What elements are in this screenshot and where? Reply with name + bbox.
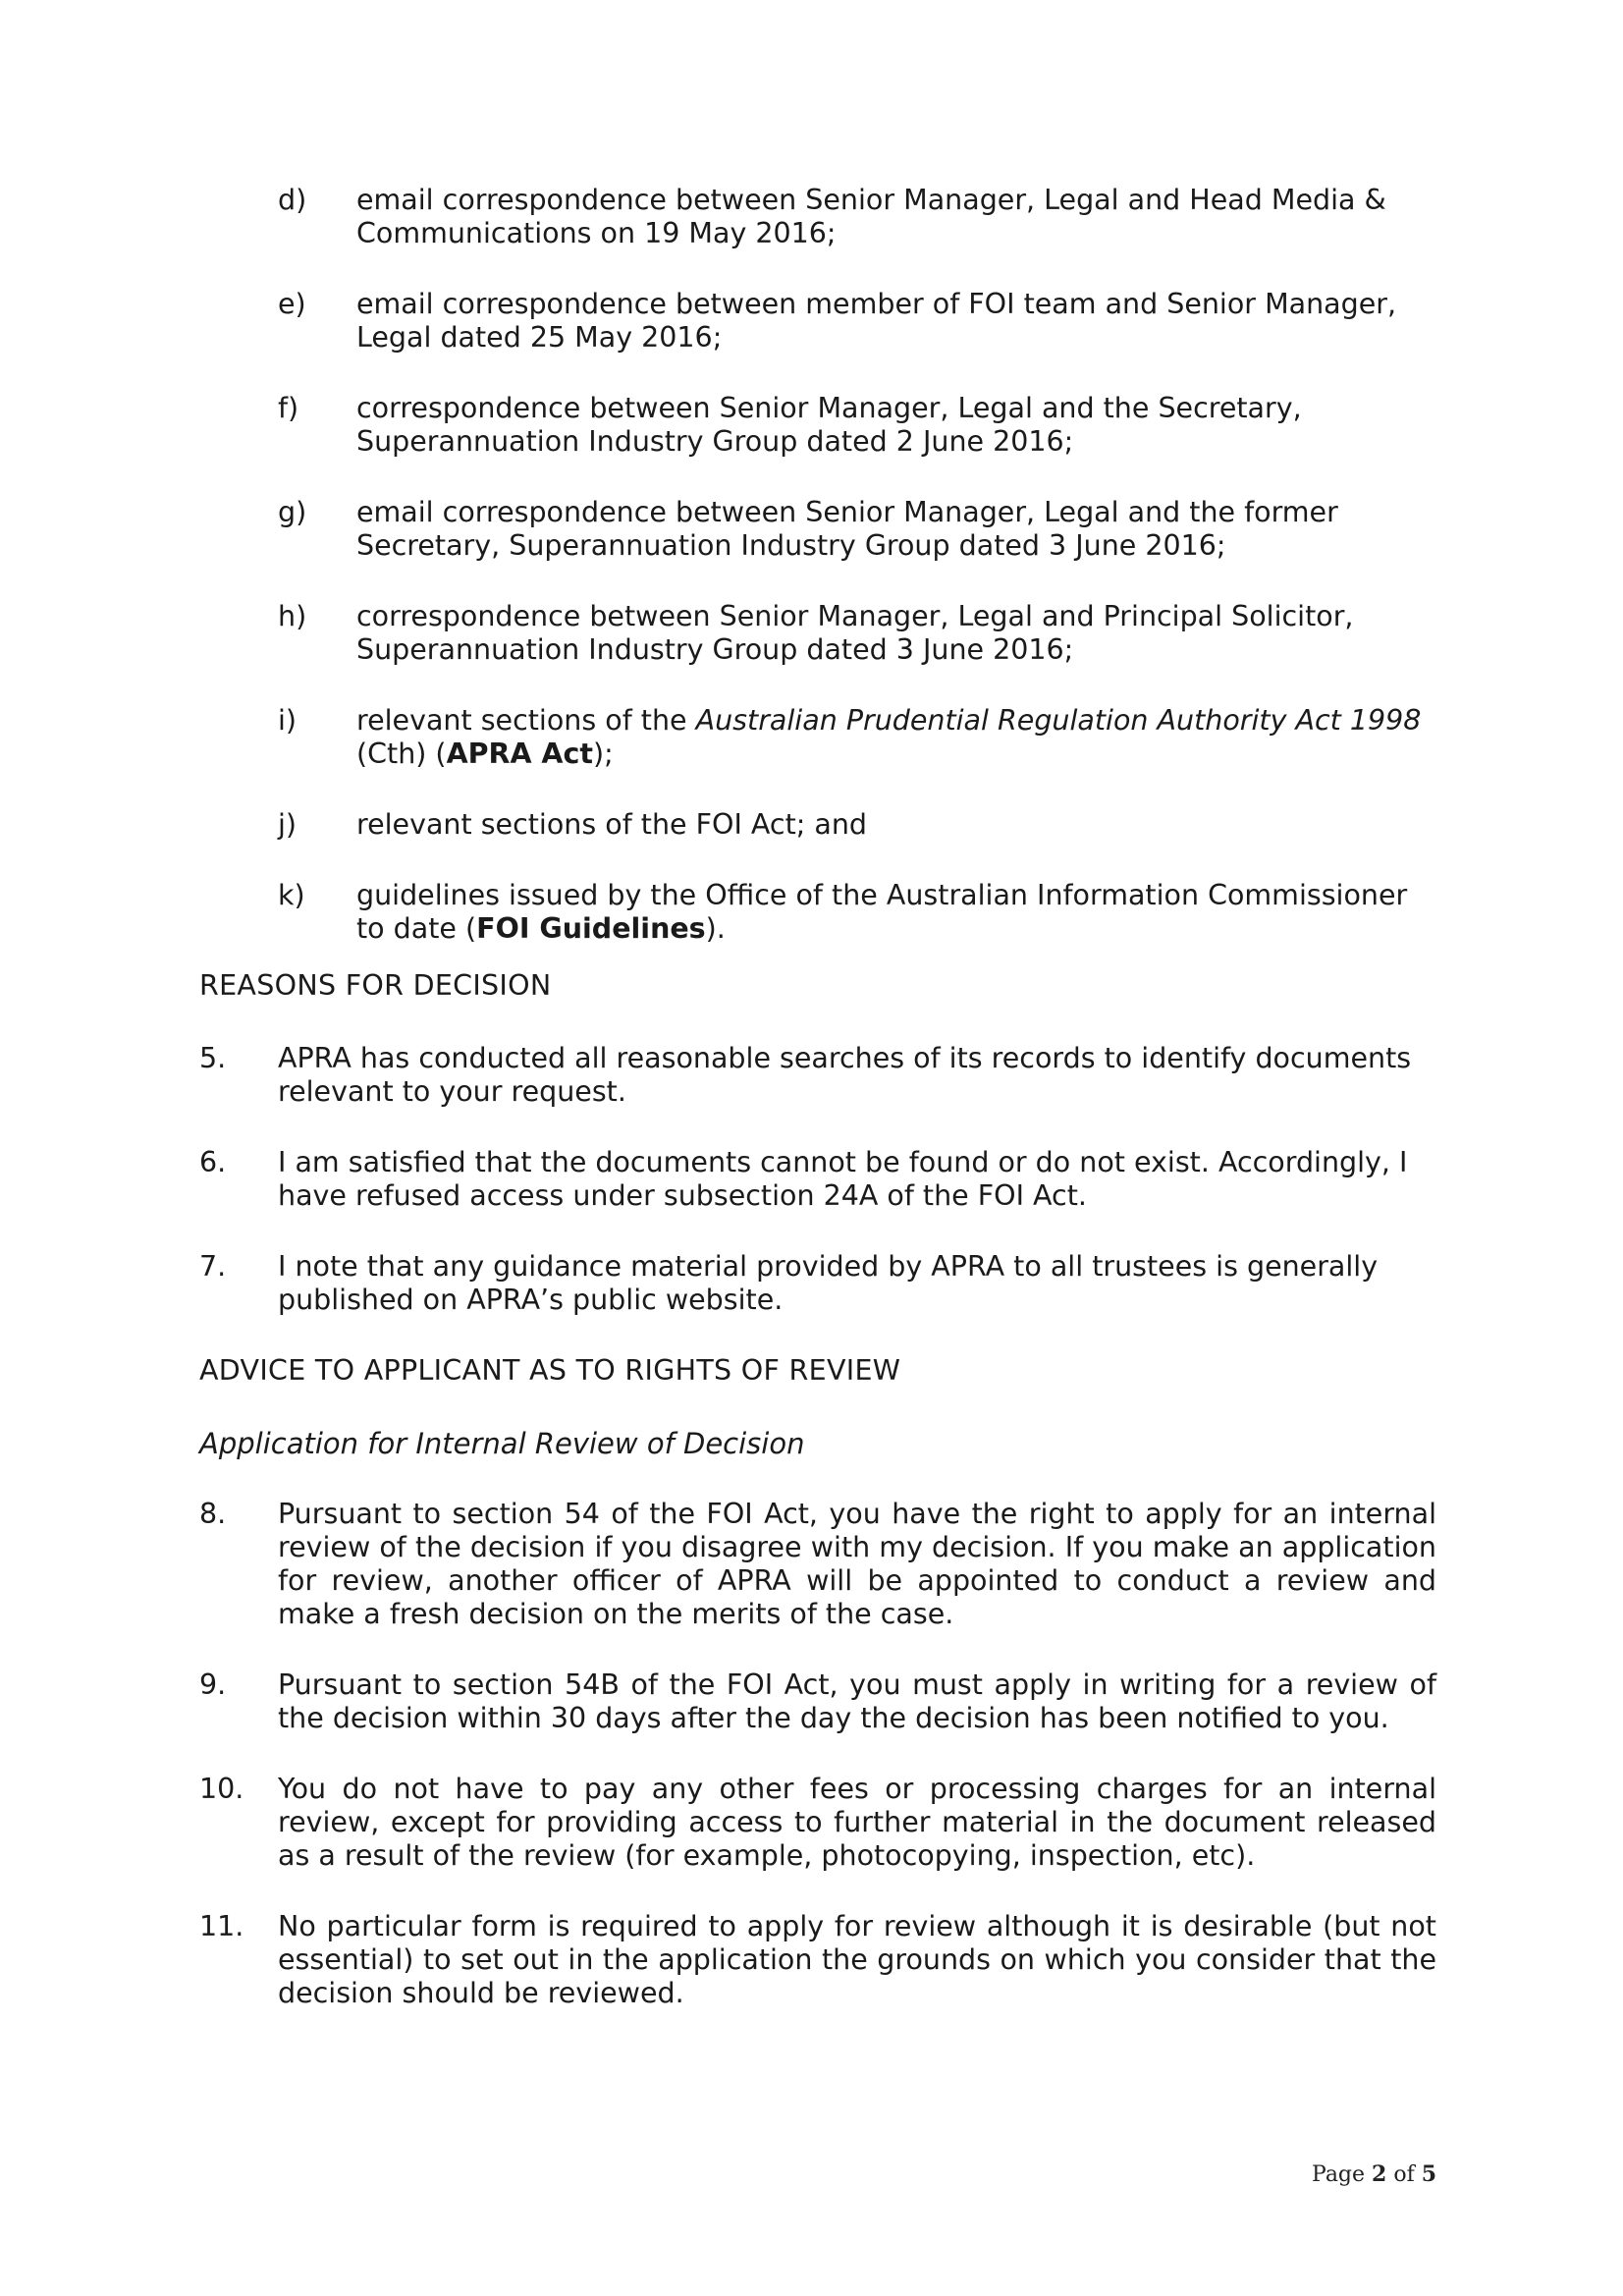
paragraph-number: 5. <box>199 1042 227 1074</box>
paragraph-10 <box>199 1773 1436 1873</box>
list-item-text-suffix: ); <box>593 738 614 770</box>
list-item-text: correspondence between Senior Manager, Legal and Principal Solicitor, Superannuation Industry Group dated 3 June 2016; <box>356 600 1354 666</box>
paragraph-text: You do not have to pay any other fees or processing charges for an internal review, except for providing access to further material in the document released as a result of the review (for example, photocopying, inspection, etc). <box>278 1773 1436 1872</box>
list-item-h <box>199 600 1436 667</box>
defined-term: FOI Guidelines <box>476 912 706 945</box>
page-number-prefix: Page <box>1312 2162 1373 2187</box>
paragraph-5 <box>199 1042 1436 1109</box>
list-marker: i) <box>278 704 298 737</box>
paragraph-9 <box>199 1668 1436 1735</box>
list-item-k <box>199 879 1436 946</box>
paragraph-text: No particular form is required to apply for review although it is desirable (but not essential) to set out in the application the grounds on which you consider that the decision should be reviewed. <box>278 1910 1436 2009</box>
paragraph-6 <box>199 1146 1436 1213</box>
list-marker: j) <box>278 808 298 841</box>
paragraph-number: 6. <box>199 1146 227 1178</box>
list-item-d <box>199 184 1436 250</box>
page-number-current: 2 <box>1372 2161 1387 2187</box>
section-heading-advice: ADVICE TO APPLICANT AS TO RIGHTS OF REVIEW <box>199 1354 901 1387</box>
page-number-mid: of <box>1386 2162 1422 2187</box>
act-title: Australian Prudential Regulation Authority Act 1998 <box>695 704 1422 737</box>
paragraph-number: 9. <box>199 1668 227 1701</box>
list-item-text-mid: (Cth) ( <box>356 738 447 770</box>
list-item-i <box>199 704 1436 771</box>
list-marker: h) <box>278 600 307 632</box>
paragraph-text: Pursuant to section 54B of the FOI Act, you must apply in writing for a review of the decision within 30 days after the day the decision has been notified to you. <box>278 1668 1436 1734</box>
list-marker: e) <box>278 288 306 320</box>
page-number <box>1312 2161 1436 2187</box>
list-item-text-suffix: ). <box>705 912 726 945</box>
paragraph-8 <box>199 1498 1436 1631</box>
subheading-internal-review: Application for Internal Review of Decision <box>199 1427 805 1460</box>
list-item-text: email correspondence between Senior Manager, Legal and the former Secretary, Superannuation Industry Group dated 3 June 2016; <box>356 496 1338 562</box>
section-heading-reasons: REASONS FOR DECISION <box>199 969 552 1002</box>
document-body <box>199 184 1436 2048</box>
list-item-e <box>199 288 1436 355</box>
list-marker: k) <box>278 879 305 911</box>
paragraph-text: APRA has conducted all reasonable searches of its records to identify documents relevant to your request. <box>278 1042 1412 1108</box>
page-number-total: 5 <box>1421 2161 1437 2187</box>
list-item-text: email correspondence between Senior Manager, Legal and Head Media & Communications on 19 May 2016; <box>356 184 1386 249</box>
paragraph-number: 10. <box>199 1773 244 1805</box>
list-item-text-prefix: relevant sections of the <box>356 704 696 737</box>
list-item-text: email correspondence between member of FOI team and Senior Manager, Legal dated 25 May 2016; <box>356 288 1397 354</box>
defined-term: APRA Act <box>446 738 594 770</box>
paragraph-11 <box>199 1910 1436 2010</box>
paragraph-number: 8. <box>199 1498 227 1530</box>
paragraph-text: Pursuant to section 54 of the FOI Act, you have the right to apply for an internal review of the decision if you disagree with my decision. If you make an application for review, another officer of APRA will be appointed to conduct a review and make a fresh decision on the merits of the case. <box>278 1498 1436 1630</box>
list-marker: f) <box>278 392 299 424</box>
list-item-f <box>199 392 1436 459</box>
list-item-text: relevant sections of the FOI Act; and <box>356 808 868 841</box>
list-item-g <box>199 496 1436 563</box>
paragraph-number: 11. <box>199 1910 244 1942</box>
list-item-j <box>199 808 1436 842</box>
paragraph-text: I am satisfied that the documents cannot be found or do not exist. Accordingly, I have refused access under subsection 24A of the FOI Act. <box>278 1146 1408 1212</box>
paragraph-text: I note that any guidance material provided by APRA to all trustees is generally published on APRA’s public website. <box>278 1250 1379 1316</box>
list-item-text: correspondence between Senior Manager, Legal and the Secretary, Superannuation Industry Group dated 2 June 2016; <box>356 392 1302 458</box>
paragraph-7 <box>199 1250 1436 1317</box>
list-marker: d) <box>278 184 307 216</box>
list-item-text-prefix: guidelines issued by the Office of the Australian Information Commissioner to date ( <box>356 879 1408 945</box>
list-marker: g) <box>278 496 307 528</box>
paragraph-number: 7. <box>199 1250 227 1283</box>
